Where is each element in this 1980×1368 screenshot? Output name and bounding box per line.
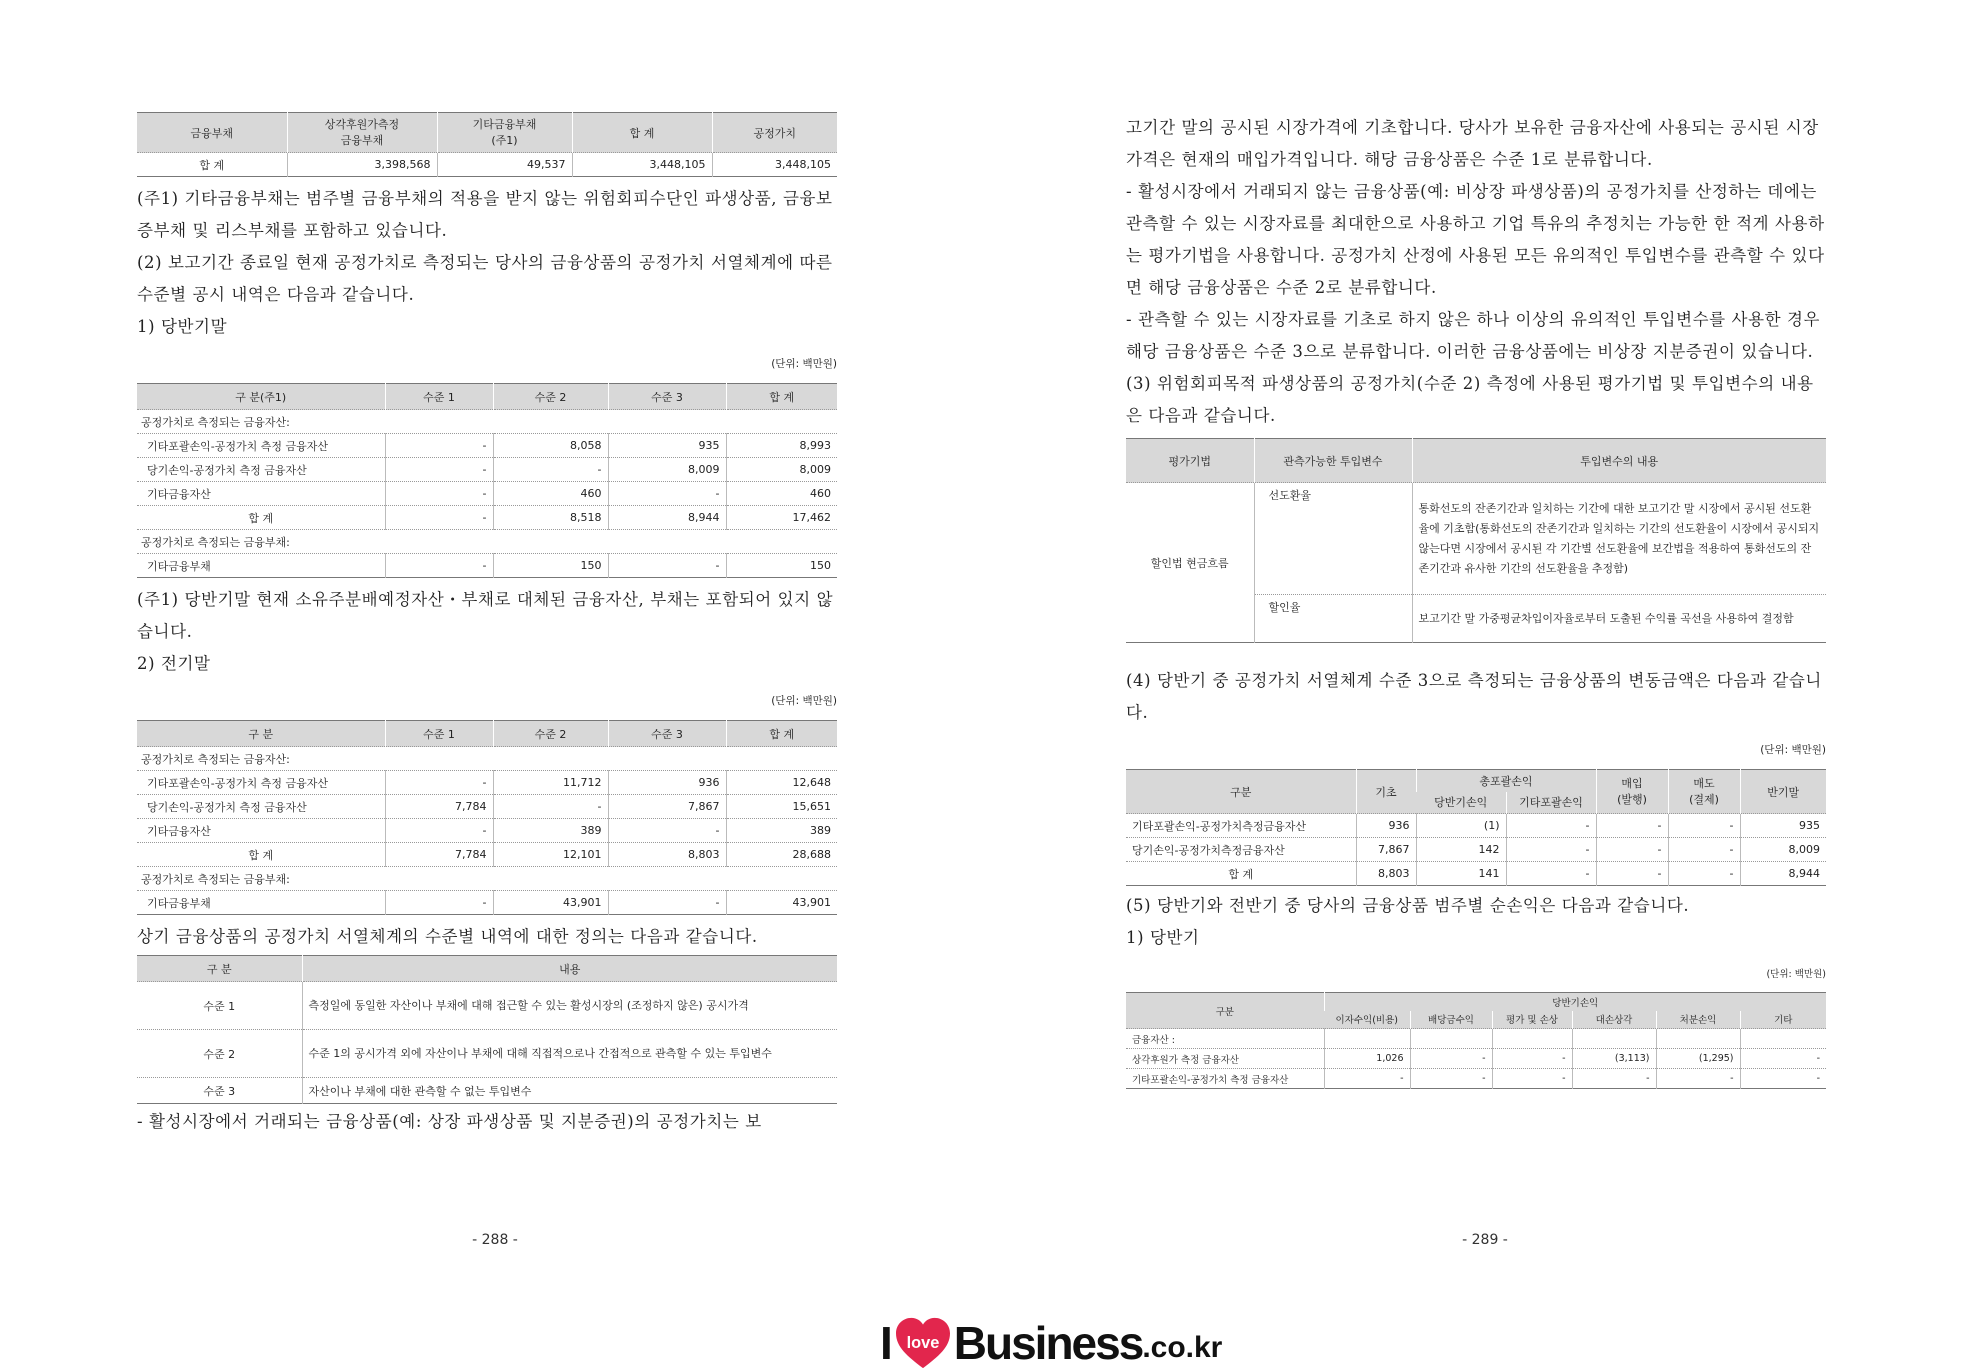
- table-row: [137, 410, 837, 434]
- table-cell: [1740, 1029, 1826, 1049]
- left-column: [137, 112, 837, 1138]
- table-header: 수준 1: [385, 721, 493, 747]
- page-number: - 289 -: [1462, 1232, 1508, 1248]
- table-header: 이자수익(비용): [1324, 1011, 1410, 1029]
- table-cell: -: [608, 819, 726, 843]
- unit-label: (단위: 백만원): [1760, 744, 1826, 756]
- table-cell: 460: [726, 482, 837, 506]
- table-header: 매입 (발행): [1596, 770, 1668, 814]
- table-cell: 합 계: [137, 153, 287, 177]
- table-cell: 당기손익-공정가치측정금융자산: [1126, 838, 1356, 862]
- table-cell: 17,462: [726, 506, 837, 530]
- table-header: 수준 1: [385, 384, 493, 410]
- table-cell: 수준 1: [137, 982, 302, 1030]
- table-row: [137, 506, 837, 530]
- table-header: 반기말: [1740, 770, 1826, 814]
- table-header-row: [1126, 993, 1826, 1011]
- body-paragraph: 고기간 말의 공시된 시장가격에 기초합니다. 당사가 보유한 금융자산에 사용되는 공시된 시장가격은 현재의 매입가격입니다. 해당 금융상품은 수준 1로 분류합니다.: [1126, 118, 1819, 169]
- table-cell: -: [1506, 862, 1596, 886]
- table-body: [1126, 814, 1826, 886]
- subheading: 1) 당반기: [1126, 928, 1200, 947]
- table-cell: 8,944: [1740, 862, 1826, 886]
- table-cell: -: [608, 554, 726, 578]
- table-cell: 수준 1의 공시가격 외에 자산이나 부채에 대해 직접적으로나 간접적으로 관측할 수 있는 투입변수: [302, 1030, 837, 1078]
- table-body: [1126, 1029, 1826, 1089]
- table-cell: 936: [608, 771, 726, 795]
- table-row: [1126, 1049, 1826, 1069]
- body-paragraph: (5) 당반기와 전반기 중 당사의 금융상품 범주별 순손익은 다음과 같습니다.: [1126, 896, 1690, 915]
- table-header: 배당금수익: [1410, 1011, 1492, 1029]
- table-cell: 935: [608, 434, 726, 458]
- table-header: 매도 (결제): [1668, 770, 1740, 814]
- table-cell: 합 계: [1126, 862, 1356, 886]
- table-cell: 43,901: [493, 891, 608, 915]
- level3-changes-table: [1126, 769, 1826, 886]
- table-header: 구분: [1126, 993, 1324, 1029]
- table-cell: 389: [493, 819, 608, 843]
- table-cell: [1410, 1029, 1492, 1049]
- table-row: [137, 771, 837, 795]
- table-row: [137, 1078, 837, 1104]
- note-paragraph: (주1) 기타금융부채는 범주별 금융부채의 적용을 받지 않는 위험회피수단인 파생상품, 금융보증부채 및 리스부채를 포함하고 있습니다.: [137, 189, 833, 240]
- table-row: [137, 554, 837, 578]
- table-cell: 7,784: [385, 795, 493, 819]
- table-cell: 기타포괄손익-공정가치 측정 금융자산: [137, 771, 385, 795]
- table-row: [1126, 838, 1826, 862]
- table-header: 구분: [1126, 770, 1356, 814]
- table-cell: -: [493, 458, 608, 482]
- table-row: [1126, 814, 1826, 838]
- logo-love-text: love: [906, 1333, 940, 1352]
- table-row: [137, 434, 837, 458]
- table-cell: 자산이나 부채에 대한 관측할 수 없는 투입변수: [302, 1078, 837, 1104]
- table-cell: 8,993: [726, 434, 837, 458]
- table-cell: -: [1506, 838, 1596, 862]
- table-header: 총포괄손익: [1416, 770, 1596, 792]
- table-header: 구 분(주1): [137, 384, 385, 410]
- table-cell: 389: [726, 819, 837, 843]
- table-row: [1126, 1029, 1826, 1049]
- table-cell: -: [1410, 1069, 1492, 1089]
- table-cell: -: [608, 482, 726, 506]
- table-cell: 선도환율: [1254, 483, 1412, 595]
- table-cell: 합 계: [137, 506, 385, 530]
- table-row: [1126, 483, 1826, 595]
- table-cell: 3,448,105: [572, 153, 712, 177]
- table-cell: 기타금융부채: [137, 891, 385, 915]
- table-header: 구 분: [137, 721, 385, 747]
- table-header-row: [137, 384, 837, 410]
- table-cell: -: [385, 891, 493, 915]
- table-header: 대손상각: [1572, 1011, 1656, 1029]
- table-row: [137, 458, 837, 482]
- table-cell: 기타금융자산: [137, 482, 385, 506]
- table-cell: 금융자산 :: [1126, 1029, 1324, 1049]
- table-cell: 8,518: [493, 506, 608, 530]
- table-cell: 통화선도의 잔존기간과 일치하는 기간에 대한 보고기간 말 시장에서 공시된 선도환율에 기초함(통화선도의 잔존기간과 일치하는 기간의 선도환율이 시장에서 공시되지 않는다면 시장에서 공시된 각 기간별 선도환율에 보간법을 적용하여 통화선도의 잔존기간과 유사한 기간의 선도환율을 추정함): [1412, 483, 1826, 595]
- note-paragraph: (주1) 당반기말 현재 소유주분배예정자산・부채로 대체된 금융자산, 부채는 포함되어 있지 않습니다.: [137, 590, 834, 641]
- table-header: 당반기손익: [1416, 792, 1506, 814]
- table-cell: 측정일에 동일한 자산이나 부채에 대해 접근할 수 있는 활성시장의 (조정하지 않은) 공시가격: [302, 982, 837, 1030]
- table-cell: 936: [1356, 814, 1416, 838]
- table-header: 상각후원가측정 금융부채: [287, 113, 437, 153]
- table-cell: 11,712: [493, 771, 608, 795]
- table-cell: 당기손익-공정가치 측정 금융자산: [137, 458, 385, 482]
- heart-icon: [894, 1316, 952, 1368]
- table-header: 기타금융부채 (주1): [437, 113, 572, 153]
- table-header: 수준 2: [493, 721, 608, 747]
- level-definitions-table: [137, 955, 837, 1104]
- logo-domain: .co.kr: [1142, 1331, 1223, 1364]
- table-row: [1126, 862, 1826, 886]
- table-cell: 보고기간 말 가중평균차입이자율로부터 도출된 수익률 곡선을 사용하여 결정함: [1412, 595, 1826, 643]
- table-cell: 15,651: [726, 795, 837, 819]
- table-cell: 공정가치로 측정되는 금융자산:: [137, 747, 837, 771]
- table-cell: -: [385, 771, 493, 795]
- table-cell: -: [385, 458, 493, 482]
- table-cell: 150: [493, 554, 608, 578]
- table-cell: 49,537: [437, 153, 572, 177]
- fair-value-prior-table: [137, 720, 837, 915]
- table-cell: 142: [1416, 838, 1506, 862]
- logo-letter: I: [880, 1317, 892, 1368]
- table-cell: 7,784: [385, 843, 493, 867]
- table-cell: 기타포괄손익-공정가치 측정 금융자산: [137, 434, 385, 458]
- table-cell: 3,398,568: [287, 153, 437, 177]
- table-cell: -: [1740, 1049, 1826, 1069]
- table-cell: -: [385, 819, 493, 843]
- table-header-row: [1126, 770, 1826, 792]
- table-cell: 8,009: [726, 458, 837, 482]
- net-gain-loss-table: [1126, 992, 1826, 1089]
- fair-value-current-table: [137, 383, 837, 578]
- table-cell: 공정가치로 측정되는 금융자산:: [137, 410, 837, 434]
- table-header-row: [137, 113, 837, 153]
- site-logo[interactable]: [880, 1313, 1222, 1368]
- table-cell: -: [1740, 1069, 1826, 1089]
- table-header: 평가기법: [1126, 439, 1254, 483]
- table-cell: 8,803: [1356, 862, 1416, 886]
- page-number: - 288 -: [472, 1232, 518, 1248]
- table-cell: 12,101: [493, 843, 608, 867]
- table-body: [137, 747, 837, 915]
- body-paragraph: - 활성시장에서 거래되는 금융상품(예: 상장 파생상품 및 지분증권)의 공정가치는 보: [137, 1112, 762, 1131]
- table-cell: 할인율: [1254, 595, 1412, 643]
- right-page: [990, 0, 1980, 1368]
- table-header: 기타: [1740, 1011, 1826, 1029]
- right-column: [1126, 112, 1826, 1089]
- table-header: 기초: [1356, 770, 1416, 814]
- financial-liabilities-table: [137, 112, 837, 177]
- table-cell: 8,009: [1740, 838, 1826, 862]
- table-row: [137, 1030, 837, 1078]
- table-header: 처분손익: [1656, 1011, 1740, 1029]
- table-header: 당반기손익: [1324, 993, 1826, 1011]
- table-cell: -: [1668, 862, 1740, 886]
- table-cell: -: [1324, 1069, 1410, 1089]
- table-cell: -: [385, 482, 493, 506]
- table-cell: 8,944: [608, 506, 726, 530]
- table-cell: (1): [1416, 814, 1506, 838]
- table-header: 투입변수의 내용: [1412, 439, 1826, 483]
- table-row: [137, 867, 837, 891]
- table-cell: -: [1410, 1049, 1492, 1069]
- table-row: [137, 982, 837, 1030]
- table-row: [137, 843, 837, 867]
- table-cell: 기타금융자산: [137, 819, 385, 843]
- table-cell: -: [1492, 1049, 1572, 1069]
- table-cell: [1492, 1029, 1572, 1049]
- body-paragraph: (4) 당반기 중 공정가치 서열체계 수준 3으로 측정되는 금융상품의 변동금액은 다음과 같습니다.: [1126, 671, 1822, 722]
- table-cell: 당기손익-공정가치 측정 금융자산: [137, 795, 385, 819]
- unit-label: (단위: 백만원): [771, 695, 837, 707]
- table-cell: 8,009: [608, 458, 726, 482]
- table-cell: -: [1572, 1069, 1656, 1089]
- table-cell: [1656, 1029, 1740, 1049]
- table-cell: 12,648: [726, 771, 837, 795]
- subheading: 1) 당반기말: [137, 317, 228, 336]
- logo-wordmark: Business: [953, 1317, 1143, 1368]
- table-cell: 합 계: [137, 843, 385, 867]
- table-cell: [1324, 1029, 1410, 1049]
- table-cell: 7,867: [1356, 838, 1416, 862]
- table-header: 관측가능한 투입변수: [1254, 439, 1412, 483]
- table-body: [137, 410, 837, 578]
- table-cell: -: [385, 434, 493, 458]
- table-header: 수준 3: [608, 384, 726, 410]
- table-header: 내용: [302, 956, 837, 982]
- table-cell: -: [1668, 814, 1740, 838]
- table-header: 공정가치: [712, 113, 837, 153]
- table-cell: -: [1492, 1069, 1572, 1089]
- table-header-row: [1126, 439, 1826, 483]
- table-cell: 수준 3: [137, 1078, 302, 1104]
- table-row: [137, 747, 837, 771]
- table-cell: -: [385, 506, 493, 530]
- table-header: 수준 2: [493, 384, 608, 410]
- table-row: [137, 819, 837, 843]
- body-paragraph: 상기 금융상품의 공정가치 서열체계의 수준별 내역에 대한 정의는 다음과 같습니다.: [137, 927, 758, 946]
- table-cell: 460: [493, 482, 608, 506]
- table-cell: -: [1656, 1069, 1740, 1089]
- table-cell: 7,867: [608, 795, 726, 819]
- table-row: [1126, 1069, 1826, 1089]
- table-cell: 기타금융부채: [137, 554, 385, 578]
- table-cell: 기타포괄손익-공정가치 측정 금융자산: [1126, 1069, 1324, 1089]
- table-cell: -: [1668, 838, 1740, 862]
- table-cell: 할인법 현금흐름: [1126, 483, 1254, 643]
- table-row: [137, 153, 837, 177]
- unit-label: (단위: 백만원): [771, 358, 837, 370]
- table-cell: 1,026: [1324, 1049, 1410, 1069]
- table-cell: (3,113): [1572, 1049, 1656, 1069]
- table-header-row: [137, 721, 837, 747]
- table-cell: -: [1506, 814, 1596, 838]
- body-paragraph: (3) 위험회피목적 파생상품의 공정가치(수준 2) 측정에 사용된 평가기법 및 투입변수의 내용은 다음과 같습니다.: [1126, 374, 1814, 425]
- table-cell: (1,295): [1656, 1049, 1740, 1069]
- table-cell: -: [608, 891, 726, 915]
- table-cell: 150: [726, 554, 837, 578]
- table-header: 금융부채: [137, 113, 287, 153]
- table-cell: 공정가치로 측정되는 금융부채:: [137, 867, 837, 891]
- unit-label: (단위: 백만원): [1766, 969, 1826, 980]
- table-cell: -: [1596, 862, 1668, 886]
- table-cell: 141: [1416, 862, 1506, 886]
- body-paragraph: (2) 보고기간 종료일 현재 공정가치로 측정되는 당사의 금융상품의 공정가치 서열체계에 따른 수준별 공시 내역은 다음과 같습니다.: [137, 253, 833, 304]
- table-cell: 8,803: [608, 843, 726, 867]
- table-header: 합 계: [726, 721, 837, 747]
- table-header: 평가 및 손상: [1492, 1011, 1572, 1029]
- table-cell: -: [1596, 814, 1668, 838]
- table-row: [137, 530, 837, 554]
- table-header: 기타포괄손익: [1506, 792, 1596, 814]
- table-cell: 기타포괄손익-공정가치측정금융자산: [1126, 814, 1356, 838]
- table-header: 구 분: [137, 956, 302, 982]
- table-row: [137, 482, 837, 506]
- table-header-row: [137, 956, 837, 982]
- table-cell: 43,901: [726, 891, 837, 915]
- table-cell: 3,448,105: [712, 153, 837, 177]
- table-row: [137, 891, 837, 915]
- table-cell: 공정가치로 측정되는 금융부채:: [137, 530, 837, 554]
- table-header: 합 계: [726, 384, 837, 410]
- table-cell: [1572, 1029, 1656, 1049]
- table-cell: 8,058: [493, 434, 608, 458]
- table-cell: -: [1596, 838, 1668, 862]
- table-cell: 935: [1740, 814, 1826, 838]
- body-paragraph: - 관측할 수 있는 시장자료를 기초로 하지 않은 하나 이상의 유의적인 투입변수를 사용한 경우 해당 금융상품은 수준 3으로 분류합니다. 이러한 금융상품에는 비상장 지분증권이 있습니다.: [1126, 310, 1821, 361]
- subheading: 2) 전기말: [137, 654, 211, 673]
- body-paragraph: - 활성시장에서 거래되지 않는 금융상품(예: 비상장 파생상품)의 공정가치를 산정하는 데에는 관측할 수 있는 시장자료를 최대한으로 사용하고 기업 특유의 추정치는 가능한 한 적게 사용하는 평가기법을 사용합니다. 공정가치 산정에 사용된 모든 유의적인 투입변수를 관측할 수 있다면 해당 금융상품은 수준 2로 분류합니다.: [1126, 182, 1825, 297]
- table-cell: 수준 2: [137, 1030, 302, 1078]
- table-cell: 28,688: [726, 843, 837, 867]
- table-cell: -: [493, 795, 608, 819]
- valuation-technique-table: [1126, 438, 1826, 643]
- table-header: 합 계: [572, 113, 712, 153]
- table-cell: 상각후원가 측정 금융자산: [1126, 1049, 1324, 1069]
- table-cell: -: [385, 554, 493, 578]
- table-row: [137, 795, 837, 819]
- table-header: 수준 3: [608, 721, 726, 747]
